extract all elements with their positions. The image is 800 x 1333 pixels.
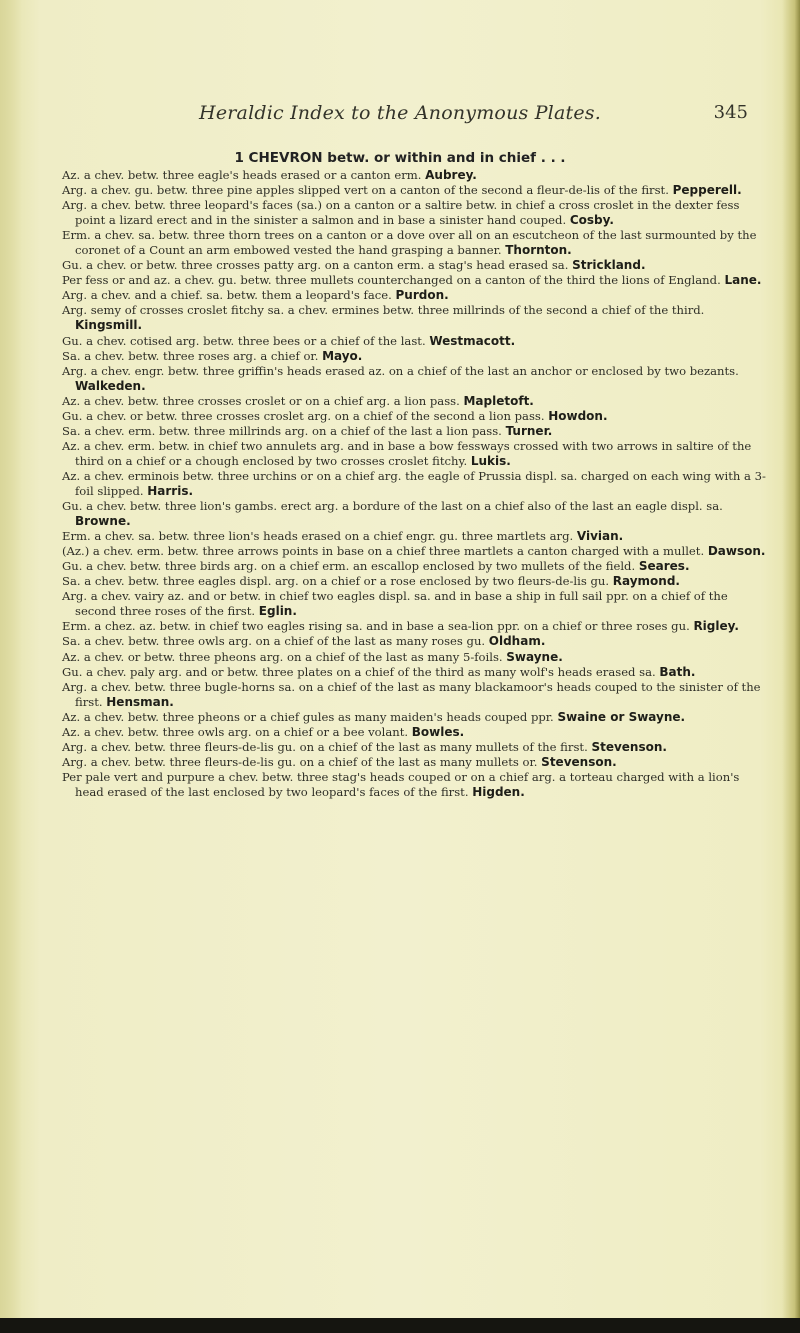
blazon-entry [62,183,770,198]
blazon-text: Per pale vert and purpure a chev. betw. three stag's heads couped or on a chief arg. a torteau charged with a lion's head erased of the last enclosed by two leopard's faces of the first. [62,769,740,799]
blazon-entry [62,755,770,770]
family-name: Harris. [147,483,194,498]
family-name: Cosby. [569,213,614,228]
blazon-text: Gu. a chev. cotised arg. betw. three bees or a chief of the last. [62,333,426,348]
blazon-entry [62,364,770,394]
family-name: Turner. [505,423,553,438]
blazon-text: Arg. a chev. betw. three fleurs-de-lis gu. on a chief of the last as many mullets or. [62,754,538,769]
blazon-entry [62,228,770,258]
blazon-text: Erm. a chez. az. betw. in chief two eagles rising sa. and in base a sea-lion ppr. on a chief or three roses gu. [62,619,690,634]
blazon-entry [62,589,770,619]
blazon-text: Arg. a chev. betw. three bugle-horns sa. on a chief of the last as many blackamoor's heads couped to the sinister of the first. [62,679,761,709]
family-name: Swaine or Swayne. [557,709,686,724]
blazon-text: Gu. a chev. or betw. three crosses croslet arg. on a chief of the second a lion pass. [62,408,545,423]
blazon-entry [62,665,770,680]
blazon-entry [62,439,770,469]
blazon-text: Az. a chev. or betw. three pheons arg. on a chief of the last as many 5-foils. [62,649,503,664]
family-name: Westmacott. [429,333,516,348]
entry-list [62,168,770,800]
blazon-text: Arg. a chev. and a chief. sa. betw. them a leopard's face. [62,288,392,303]
blazon-entry [62,740,770,755]
blazon-text: Az. a chev. erminois betw. three urchins or on a chief arg. the eagle of Prussia displ. sa. charged on each wing with a 3-foil slipped. [62,468,766,498]
blazon-text: Per fess or and az. a chev. gu. betw. three mullets counterchanged on a canton of the third the lions of England. [62,273,721,288]
blazon-text: Az. a chev. betw. three crosses croslet or on a chief arg. a lion pass. [62,393,460,408]
blazon-entry [62,168,770,183]
blazon-entry [62,469,770,499]
family-name: Howdon. [548,408,608,423]
blazon-text: Sa. a chev. betw. three roses arg. a chief or. [62,348,319,363]
blazon-entry [62,334,770,349]
family-name: Pepperell. [672,183,742,198]
blazon-entry [62,710,770,725]
blazon-text: Sa. a chev. betw. three eagles displ. arg. on a chief or a rose enclosed by two fleurs-de-lis gu. [62,574,610,589]
blazon-text: Arg. a chev. gu. betw. three pine apples slipped vert on a canton of the second a fleur-de-lis of the first. [62,183,669,198]
blazon-text: Gu. a chev. or betw. three crosses patty arg. on a canton erm. a stag's head erased sa. [62,258,569,273]
family-name: Strickland. [572,258,646,273]
blazon-entry [62,634,770,649]
family-name: Bath. [659,664,696,679]
blazon-text: Az. a chev. betw. three pheons or a chief gules as many maiden's heads couped ppr. [62,709,554,724]
blazon-entry [62,349,770,364]
blazon-entry [62,725,770,740]
blazon-entry [62,559,770,574]
blazon-text: Arg. a chev. engr. betw. three griffin's heads erased az. on a chief of the last an anchor or enclosed by two bezants. [62,363,739,378]
family-name: Eglin. [258,604,297,619]
family-name: Lukis. [470,453,511,468]
blazon-text: Gu. a chev. betw. three lion's gambs. erect arg. a bordure of the last on a chief also of the last an eagle displ. sa. [62,499,723,514]
family-name: Aubrey. [425,168,477,182]
blazon-entry [62,303,770,333]
blazon-text: Gu. a chev. paly arg. and or betw. three plates on a chief of the third as many wolf's heads erased sa. [62,664,656,679]
family-name: Browne. [75,514,131,529]
family-name: Raymond. [612,574,680,589]
blazon-text: Arg. a chev. betw. three fleurs-de-lis gu. on a chief of the last as many mullets of the first. [62,739,588,754]
blazon-text: Arg. a chev. betw. three leopard's faces (sa.) on a canton or a saltire betw. in chief a cross croslet in the dexter fess point a lizard erect and in the sinister a salmon and in base a sinister hand couped. [62,198,740,228]
blazon-entry [62,273,770,288]
family-name: Oldham. [488,634,546,649]
blazon-text: Arg. semy of crosses croslet fitchy sa. a chev. ermines betw. three millrinds of the second a chief of the third. [62,303,705,318]
blazon-entry [62,619,770,634]
family-name: Swayne. [506,649,563,664]
family-name: Mapletoft. [463,393,534,408]
blazon-text: (Az.) a chev. erm. betw. three arrows points in base on a chief three martlets a canton charged with a mullet. [62,544,705,559]
blazon-entry [62,770,770,800]
page-edge-shadow [782,0,800,1333]
blazon-entry [62,198,770,228]
family-name: Stevenson. [591,739,667,754]
blazon-text: Az. a chev. erm. betw. in chief two annulets arg. and in base a bow fessways crossed with two arrows in saltire of the third on a chief or a chough enclosed by two crosses croslet fitchy. [62,438,752,468]
family-name: Purdon. [395,288,449,303]
family-name: Hensman. [106,694,174,709]
family-name: Higden. [472,784,525,799]
blazon-text: Az. a chev. betw. three eagle's heads erased or a canton erm. [62,168,422,182]
blazon-entry [62,680,770,710]
page-gutter-shadow [0,0,22,1333]
blazon-text: Sa. a chev. betw. three owls arg. on a chief of the last as many roses gu. [62,634,486,649]
family-name: Mayo. [322,348,363,363]
blazon-entry [62,574,770,589]
page-number: 345 [713,102,748,123]
family-name: Seares. [638,559,690,574]
family-name: Stevenson. [541,754,617,769]
blazon-entry [62,424,770,439]
running-header [40,102,760,126]
blazon-entry [62,394,770,409]
family-name: Vivian. [576,529,624,544]
running-title: Heraldic Index to the Anonymous Plates. [199,102,601,124]
blazon-entry [62,288,770,303]
family-name: Walkeden. [75,378,146,393]
blazon-text: Erm. a chev. sa. betw. three thorn trees on a canton or a dove over all on an escutcheon of the last surmounted by the coronet of a Count an arm embowed vested the hand grasping a banner. [62,228,757,258]
blazon-entry [62,650,770,665]
family-name: Rigley. [693,619,739,634]
blazon-text: Erm. a chev. sa. betw. three lion's heads erased on a chief engr. gu. three martlets arg. [62,529,574,544]
family-name: Dawson. [707,544,766,559]
blazon-text: Sa. a chev. erm. betw. three millrinds arg. on a chief of the last a lion pass. [62,423,502,438]
family-name: Lane. [724,273,762,288]
family-name: Thornton. [505,243,572,258]
blazon-entry [62,529,770,544]
blazon-entry [62,258,770,273]
blazon-entry [62,544,770,559]
family-name: Kingsmill. [75,318,143,333]
blazon-text: Az. a chev. betw. three owls arg. on a chief or a bee volant. [62,724,409,739]
blazon-text: Gu. a chev. betw. three birds arg. on a chief erm. an escallop enclosed by two mullets of the field. [62,559,636,574]
blazon-entry [62,499,770,529]
family-name: Bowles. [411,724,465,739]
blazon-entry [62,409,770,424]
section-heading: 1 CHEVRON betw. or within and in chief . . . [234,150,566,166]
blazon-text: Arg. a chev. vairy az. and or betw. in chief two eagles displ. sa. and in base a ship in full sail ppr. on a chief of the second three roses of the first. [62,589,728,619]
scan-bottom-edge [0,1318,800,1333]
